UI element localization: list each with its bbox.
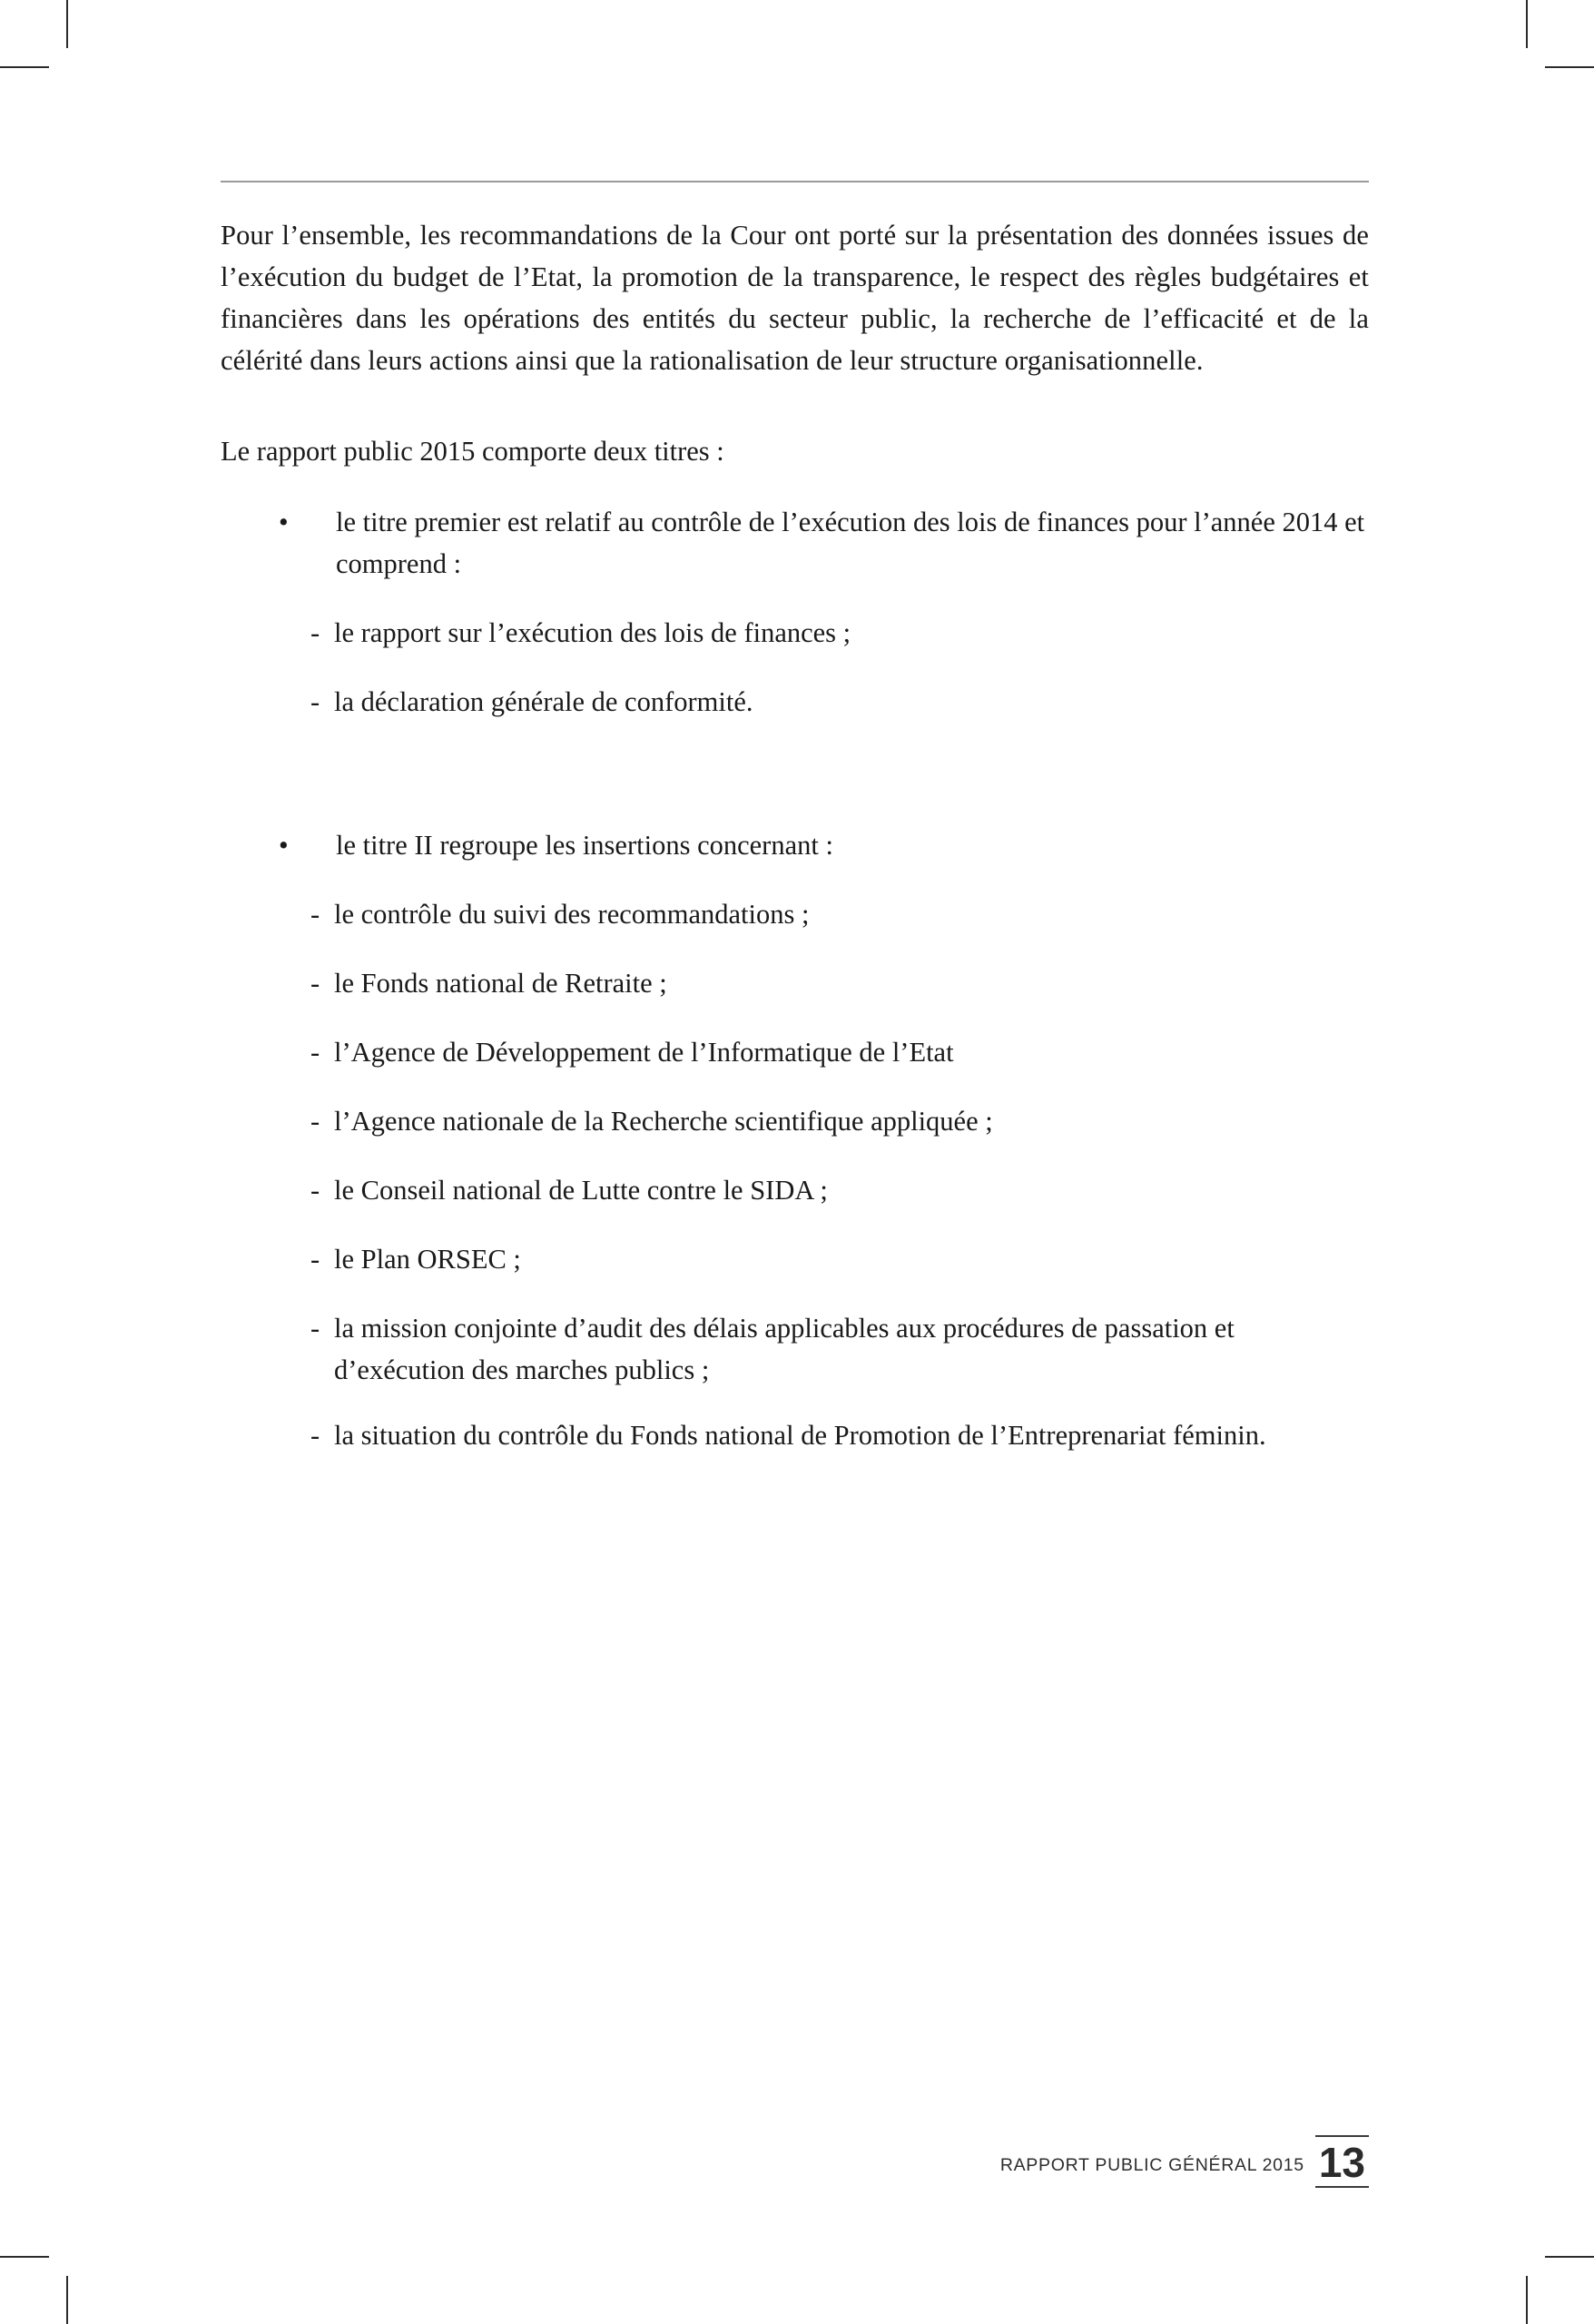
spacer-lead [221,472,1369,501]
list-item-label: la mission conjointe d’audit des délais applicables aux procédures de passation et d’exécution des marches publics ; [334,1313,1235,1385]
bullet-dash-icon: - [310,686,320,717]
footer-inner [1000,2135,1369,2188]
list-item-label: l’Agence de Développement de l’Informatique de l’Etat [334,1037,954,1068]
bullet-dash-icon: - [310,1037,320,1068]
list-item [221,1414,1369,1456]
page-number-rule-top [1315,2135,1369,2137]
page-footer [221,2135,1369,2217]
title-one-group [221,501,1369,585]
crop-mark-top-left-vertical [66,0,68,48]
bullet-dash-icon: - [310,1313,320,1344]
crop-mark-top-left-horizontal [0,66,49,68]
list-item-label: le Plan ORSEC ; [334,1244,521,1275]
footer-label: RAPPORT PUBLIC GÉNÉRAL 2015 [999,2155,1304,2175]
bullet-dash-icon: - [310,1106,320,1137]
crop-mark-bottom-right-horizontal [1545,2256,1594,2258]
list-item [221,824,1369,866]
crop-mark-bottom-right-vertical [1526,2276,1528,2324]
list-item-label: la déclaration générale de conformité. [334,686,753,717]
page-number-block [1315,2135,1369,2188]
page-number: 13 [1318,2139,1365,2186]
list-item-label: le Conseil national de Lutte contre le SIDA ; [334,1175,828,1206]
crop-mark-top-right-vertical [1526,0,1528,48]
list-item [221,893,1369,935]
list-item-label: le titre II regroupe les insertions concernant : [336,830,833,861]
list-item-label: le contrôle du suivi des recommandations ; [334,899,810,930]
bullet-dash-icon: - [310,617,320,648]
list-item-label: le rapport sur l’exécution des lois de finances ; [334,617,851,648]
list-item [221,501,1369,585]
bullet-dash-icon: - [310,968,320,999]
list-item [221,612,1369,654]
bullet-dot-icon: • [279,507,289,537]
bullet-dash-icon: - [310,1420,320,1451]
list-item-label: l’Agence nationale de la Recherche scientifique appliquée ; [334,1106,993,1137]
list-item-label: le titre premier est relatif au contrôle de l’exécution des lois de finances pour l’année 2014 et comprend : [336,507,1365,579]
crop-mark-top-right-horizontal [1545,66,1594,68]
page-content [221,214,1369,1456]
crop-mark-bottom-left-horizontal [0,2256,49,2258]
list-item [221,1307,1369,1391]
title-one-subitems [221,612,1369,723]
list-item [221,1100,1369,1142]
intro-paragraph: Pour l’ensemble, les recommandations de la Cour ont porté sur la présentation des données issues de l’exécution du budget de l’Etat, la promotion de la transparence, le respect des règles budgétaires et financières dans les opérations des entités du secteur public, la recherche de l’efficacité et de la célérité dans leurs actions ainsi que la rationalisation de leur structure organisationnelle. [221,220,1369,376]
list-item [221,681,1369,723]
spacer-between-sections [221,723,1369,824]
list-item [221,1031,1369,1073]
crop-mark-bottom-left-vertical [66,2276,68,2324]
list-item-label: la situation du contrôle du Fonds national de Promotion de l’Entreprenariat féminin. [334,1420,1266,1451]
bullet-dash-icon: - [310,899,320,930]
spacer-intro [221,381,1369,430]
header-rule [221,181,1369,182]
lead-in-sentence: Le rapport public 2015 comporte deux titres : [221,436,724,467]
list-item [221,1169,1369,1211]
list-item-label: le Fonds national de Retraite ; [334,968,667,999]
list-item [221,1238,1369,1280]
page-number-rule-bottom [1315,2186,1369,2188]
bullet-dash-icon: - [310,1244,320,1275]
title-two-subitems [221,893,1369,1456]
document-page [221,0,1369,2324]
bullet-dot-icon: • [279,830,289,861]
list-item [221,962,1369,1004]
title-two-group [221,824,1369,866]
bullet-dash-icon: - [310,1175,320,1206]
